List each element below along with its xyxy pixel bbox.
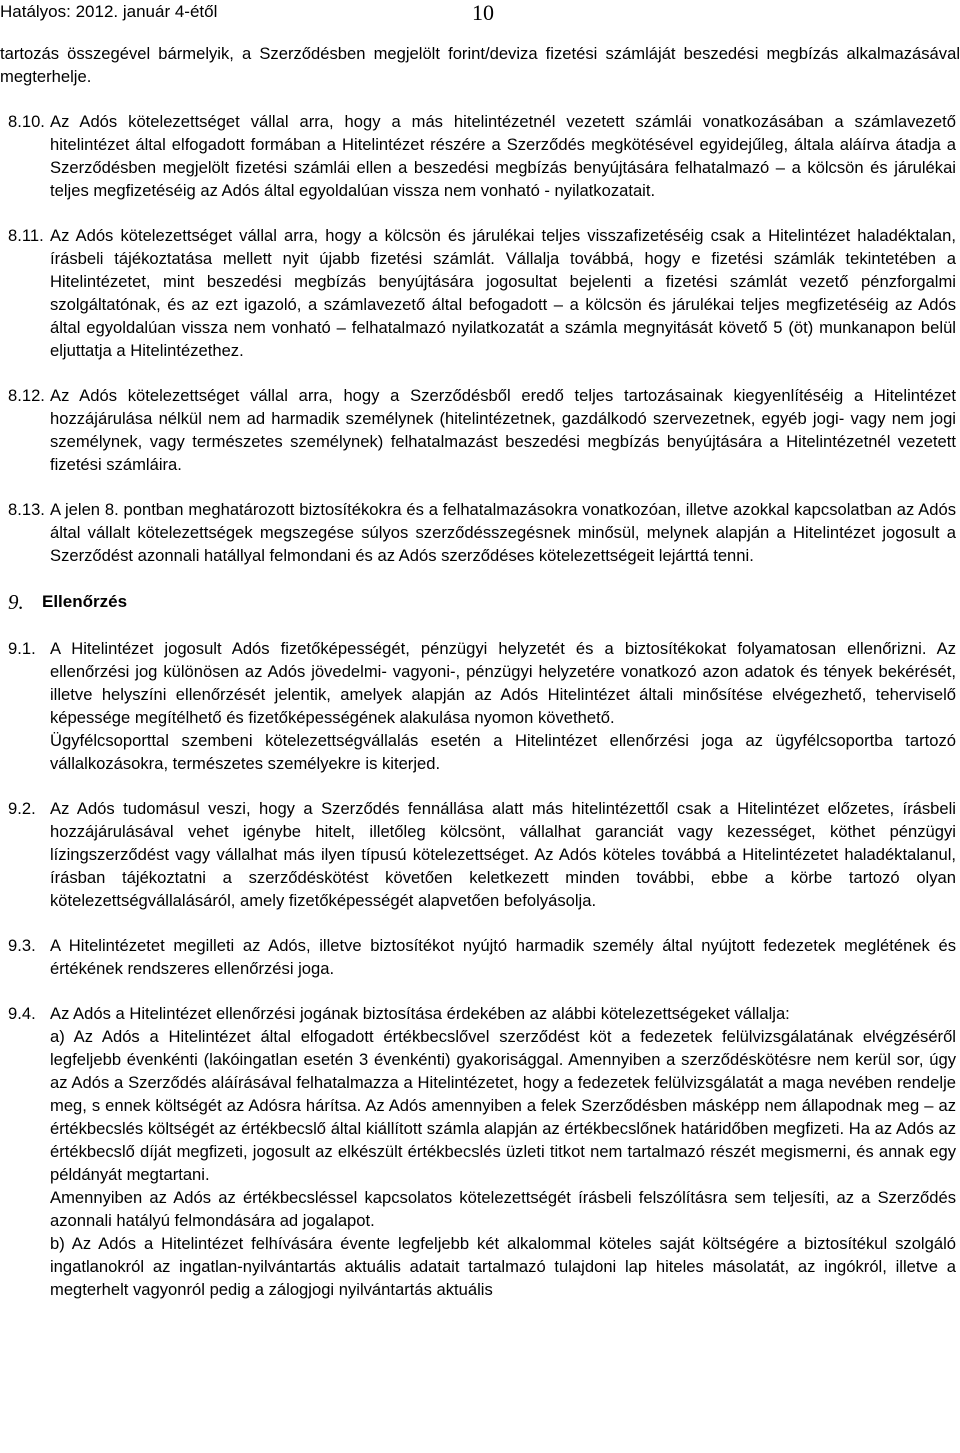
document-body — [0, 42, 960, 1301]
clause-number: 8.13. — [8, 500, 45, 519]
clause-8-10 — [8, 110, 956, 202]
subclause-b: b) Az Adós a Hitelintézet felhívására évente legfeljebb két alkalommal köteles saját költségére a biztosítékul szolgáló ingatlanokról az ingatlan-nyilvántartás aktuális adatait tartalmazó tulajdoni lap hiteles másolatát, az ingókról, illetve a megterhelt vagyonról pedig a zálogjogi nyilvántartás aktuális — [50, 1234, 956, 1299]
clause-text-continued: Ügyfélcsoporttal szembeni kötelezettségvállalás esetén a Hitelintézet ellenőrzési joga az ügyfélcsoportba tartozó vállalkozásokra, természetes személyekre is kiterjed. — [50, 731, 956, 773]
clause-text: A jelen 8. pontban meghatározott biztosítékokra és a felhatalmazásokra vonatkozóan, illetve azokkal kapcsolatban az Adós által vállalt kötelezettségek megszegése súlyos szerződésszegésnek minősül, melynek alapján a Hitelintézet jogosult a Szerződést azonnali hatállyal felmondani és az Adós szerződéses kötelezettségeit lejárttá tenni. — [50, 500, 956, 565]
clause-8-11 — [8, 224, 956, 362]
subclause-a-continued: Amennyiben az Adós az értékbecsléssel kapcsolatos kötelezettségét írásbeli felszólításra sem teljesíti, az a Szerződés azonnali hatályú felmondására ad jogalapot. — [50, 1188, 956, 1230]
clause-9-3 — [8, 934, 956, 980]
clause-text: Az Adós kötelezettséget vállal arra, hogy a Szerződésből eredő teljes tartozásainak kiegyenlítéséig a Hitelintézet hozzájárulása nélkül nem ad harmadik személynek (hitelintézetnek, gazdálkodó szervezetnek, egyéb jogi- vagy nem jogi személynek, vagy természetes személynek) felhatalmazást beszedési megbízás benyújtására a Hitelintézetnél vezetett fizetési számláira. — [50, 386, 956, 474]
clause-number: 8.12. — [8, 386, 45, 405]
clause-number: 8.10. — [8, 112, 45, 131]
effective-date: Hatályos: 2012. január 4-étől — [0, 2, 218, 21]
clause-8-13 — [8, 498, 956, 567]
continuation-text: tartozás összegével bármelyik, a Szerződésben megjelölt forint/deviza fizetési számláját beszedési megbízás alkalmazásával megterhelje. — [0, 44, 960, 86]
subclause-a: a) Az Adós a Hitelintézet által elfogadott értékbecslővel szerződést köt a fedezetek felülvizsgálatának elvégzéséről legfeljebb évenkénti (lakóingatlan esetén 3 évenkénti) gyakorisággal. Amennyiben a szerződéskötésre nem kerül sor, úgy az Adós a Szerződés aláírásával felhatalmazza a Hitelintézetet, hogy a fedezetek felülvizsgálatát a maga nevében rendelje meg, s ennek költségét az Adósra hárítsa. Az Adós amennyiben a felek Szerződésben másképp nem állapodnak meg – az értékbecslés költségét az értékbecslő által kiállított számla alapján az értékbecslőnek határidőben megfizeti. Ha az Adós az értékbecslő díját megfizeti, jogosult az elkészült értékbecslés üzleti titkot nem tartalmazó részét megismerni, és annak egy példányát megtartani. — [50, 1027, 956, 1184]
clause-text: A Hitelintézet jogosult Adós fizetőképességét, pénzügyi helyzetét és a biztosítékokat folyamatosan ellenőrizni. Az ellenőrzési jog különösen az Adós jövedelmi- vagyoni-, pénzügyi helyzetére vonatkozó azon adatok és tények bekérését, illetve helyszíni ellenőrzését jelentik, amelyek alapján az Adós Hitelintézet általi minősítése elvégezhető, teherviselő képessége megítélhető és fizetőképességének alakulása nyomon követhető. — [50, 639, 956, 727]
clause-number: 9.1. — [8, 639, 36, 658]
clause-number: 9.2. — [8, 799, 36, 818]
clause-text: Az Adós kötelezettséget vállal arra, hogy a más hitelintézetnél vezetett számlái vonatkozásában a számlavezető hitelintézet által elfogadott formában a Hitelintézet részére a Szerződés megkötésével egyidejűleg, általa aláírva átadja a Szerződésben megjelölt fizetési számlái ellen a beszedési megbízás benyújtására felhatalmazó – a kölcsön és járulékai teljes megfizetéséig az Adós által egyoldalúan vissza nem vonható - nyilatkozatait. — [50, 112, 956, 200]
clause-text: Az Adós tudomásul veszi, hogy a Szerződés fennállása alatt más hitelintézettől csak a Hitelintézet előzetes, írásbeli hozzájárulásával vehet igénybe hitelt, illetőleg kölcsönt, vállalhat garanciát vagy kezességet, köthet pénzügyi lízingszerződést vagy vállalhat más ilyen típusú kötelezettséget. Az Adós köteles továbbá a Hitelintézetet haladéktalanul, írásban tájékoztatni a szerződéskötést követően keletkezett minden további, ebbe a körbe tartozó olyan kötelezettségvállalásáról, amely fizetőképességét alapvetően befolyásolja. — [50, 799, 956, 910]
page-header — [0, 0, 960, 24]
section-title: Ellenőrzés — [42, 592, 128, 611]
clause-text: Az Adós kötelezettséget vállal arra, hogy a kölcsön és járulékai teljes visszafizetéséig csak a Hitelintézet haladéktalan, írásbeli tájékoztatása mellett nyit újabb fizetési számlát. Vállalja továbbá, hogy e fizetési számlák tekintetében a Hitelintézetet, mint beszedési megbízás benyújtására jogosultat bejelenti a fizetési számlát vezető pénzforgalmi szolgáltatónak, és az ezt igazoló, a számlavezető által befogadott – a kölcsön és járulékai teljes megfizetéséig az Adós által egyoldalúan vissza nem vonható – felhatalmazó nyilatkozatát a számla megnyitását követő 5 (öt) munkanapon belül eljuttatja a Hitelintézethez. — [50, 226, 956, 360]
clause-number: 9.4. — [8, 1004, 36, 1023]
clause-8-12 — [8, 384, 956, 476]
clause-text: A Hitelintézetet megilleti az Adós, illetve biztosítékot nyújtó harmadik személy által nyújtott fedezetek meglétének és értékének rendszeres ellenőrzési joga. — [50, 936, 956, 978]
clause-9-2 — [8, 797, 956, 912]
section-number: 9. — [8, 590, 24, 614]
page-number: 10 — [472, 0, 494, 25]
section-heading — [8, 589, 960, 615]
clause-9-1 — [8, 637, 956, 729]
clause-9-4 — [8, 1002, 956, 1025]
clause-number: 8.11. — [8, 226, 44, 245]
clause-number: 9.3. — [8, 936, 36, 955]
clause-text: Az Adós a Hitelintézet ellenőrzési jogának biztosítása érdekében az alábbi kötelezettségeket vállalja: — [50, 1004, 790, 1023]
